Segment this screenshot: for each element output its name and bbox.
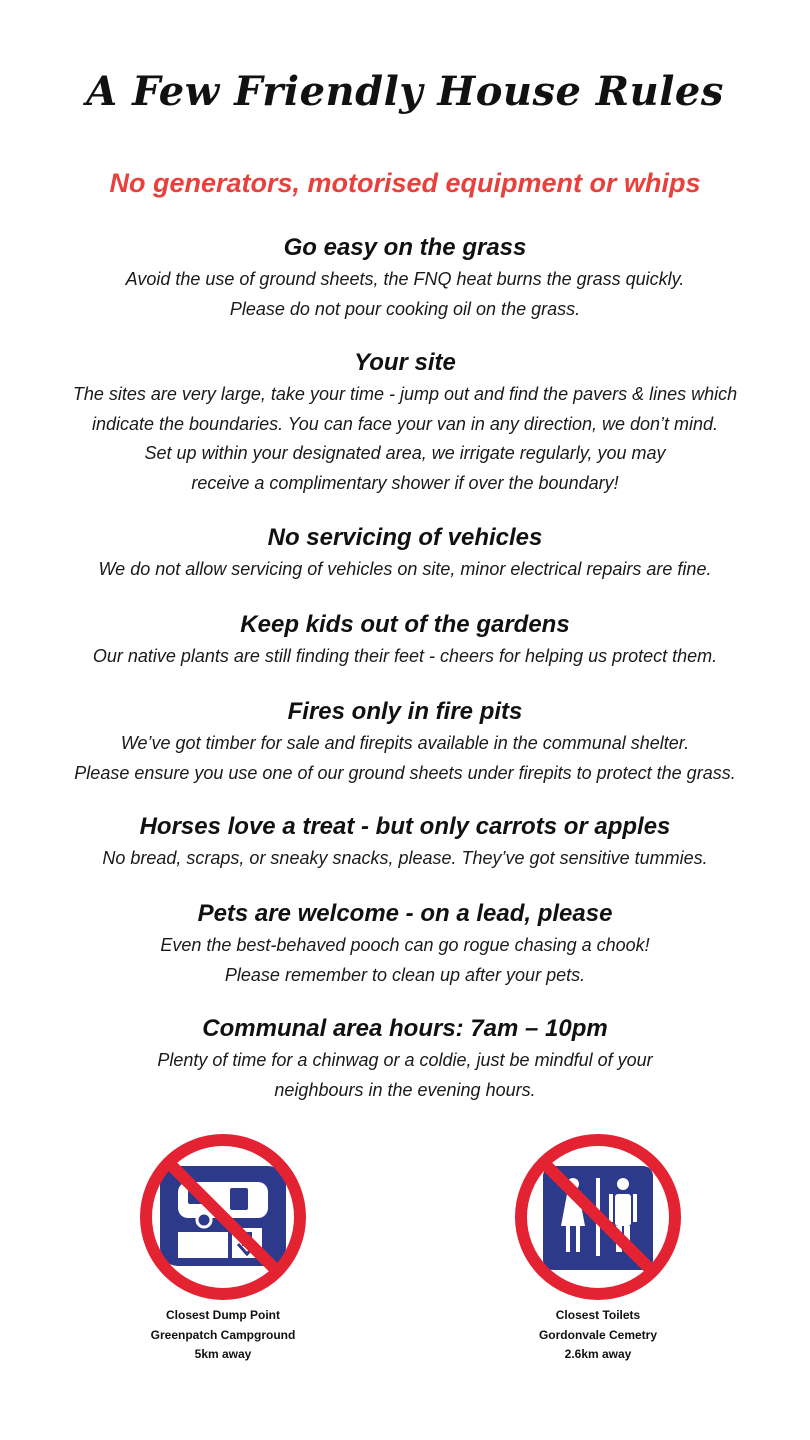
rule-line: Our native plants are still finding their feet - cheers for helping us protect them. bbox=[92, 646, 718, 666]
rule-heading: Go easy on the grass bbox=[283, 234, 527, 261]
rule-heading: Horses love a treat - but only carrots or apples bbox=[139, 813, 671, 840]
rule-heading: Pets are welcome - on a lead, please bbox=[197, 900, 613, 927]
rule-pets bbox=[0, 897, 810, 990]
rule-line: indicate the boundaries. You can face your van in any direction, we don’t mind. bbox=[91, 413, 719, 434]
rule-heading: No servicing of vehicles bbox=[267, 524, 543, 551]
rule-fires bbox=[0, 695, 810, 788]
caption-line: 2.6km away bbox=[564, 1347, 632, 1361]
rule-horses bbox=[0, 810, 810, 874]
rule-line: No bread, scraps, or sneaky snacks, please. They’ve got sensitive tummies. bbox=[102, 848, 708, 868]
caption-line: Closest Dump Point bbox=[165, 1308, 280, 1322]
rule-line: Please ensure you use one of our ground sheets under firepits to protect the grass. bbox=[74, 762, 736, 783]
rule-your-site bbox=[0, 346, 810, 498]
warning-banner: No generators, motorised equipment or whips bbox=[109, 168, 701, 198]
rule-heading: Your site bbox=[354, 349, 456, 376]
page-title: A Few Friendly House Rules bbox=[86, 68, 724, 115]
rule-heading: Fires only in fire pits bbox=[287, 698, 523, 725]
rule-grass bbox=[0, 231, 810, 324]
caption-line: Greenpatch Campground bbox=[150, 1327, 296, 1342]
rule-line: Avoid the use of ground sheets, the FNQ heat burns the grass quickly. bbox=[125, 269, 685, 289]
rule-servicing bbox=[0, 521, 810, 585]
rule-line: Please do not pour cooking oil on the grass. bbox=[229, 298, 581, 319]
rule-line: Please remember to clean up after your pets. bbox=[224, 964, 586, 985]
rule-heading: Keep kids out of the gardens bbox=[240, 611, 570, 638]
rule-line: We do not allow servicing of vehicles on site, minor electrical repairs are fine. bbox=[98, 559, 712, 579]
no-dump-point-icon bbox=[138, 1132, 308, 1302]
rule-line: neighbours in the evening hours. bbox=[274, 1079, 536, 1100]
rule-line: Even the best-behaved pooch can go rogue chasing a chook! bbox=[160, 935, 650, 955]
rule-line: Plenty of time for a chinwag or a coldie, just be mindful of your bbox=[157, 1050, 653, 1070]
caption-line: 5km away bbox=[194, 1347, 252, 1361]
rule-line: We’ve got timber for sale and firepits available in the communal shelter. bbox=[120, 733, 690, 753]
rule-line: The sites are very large, take your time - jump out and find the pavers & lines which bbox=[72, 384, 738, 404]
caption-line: Closest Toilets bbox=[555, 1308, 641, 1322]
no-toilets-icon bbox=[513, 1132, 683, 1302]
rule-line: Set up within your designated area, we irrigate regularly, you may bbox=[144, 443, 666, 463]
caption-line: Gordonvale Cemetry bbox=[538, 1327, 658, 1342]
rule-communal-hours bbox=[0, 1012, 810, 1105]
rule-line: receive a complimentary shower if over the boundary! bbox=[191, 472, 619, 493]
rule-gardens bbox=[0, 608, 810, 672]
toilets-caption bbox=[488, 1306, 708, 1365]
rule-heading: Communal area hours: 7am – 10pm bbox=[202, 1015, 608, 1042]
dump-point-caption bbox=[113, 1306, 333, 1365]
